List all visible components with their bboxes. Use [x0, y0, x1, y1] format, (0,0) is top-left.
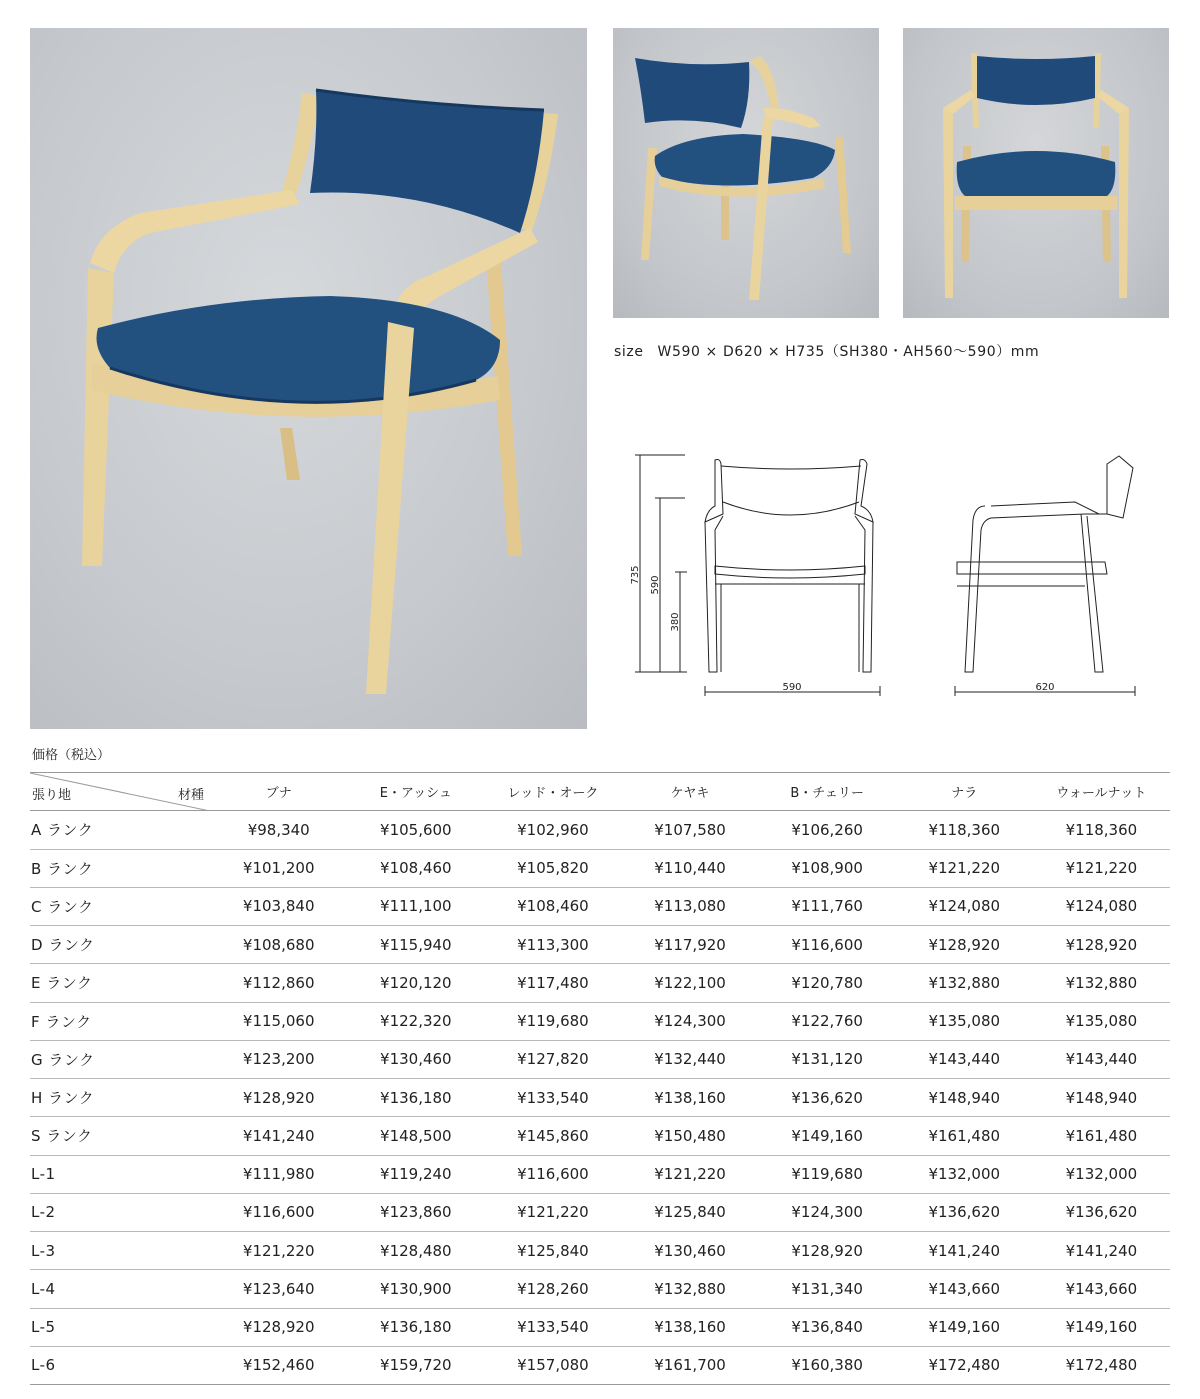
table-row: [30, 1270, 1170, 1308]
price-cell: ¥122,100: [621, 964, 758, 1002]
price-cell: ¥119,240: [347, 1155, 484, 1193]
price-cell: ¥127,820: [484, 1040, 621, 1078]
price-cell: ¥120,120: [347, 964, 484, 1002]
table-row: [30, 964, 1170, 1002]
table-row: [30, 849, 1170, 887]
price-cell: ¥136,620: [759, 1079, 896, 1117]
price-cell: ¥120,780: [759, 964, 896, 1002]
table-row: [30, 1117, 1170, 1155]
chair-photo-front: [903, 28, 1169, 318]
table-row: [30, 1002, 1170, 1040]
rank-label: G ランク: [30, 1040, 210, 1078]
price-cell: ¥111,100: [347, 887, 484, 925]
rank-label: H ランク: [30, 1079, 210, 1117]
price-cell: ¥141,240: [1033, 1232, 1170, 1270]
table-row: [30, 1155, 1170, 1193]
table-row: [30, 1346, 1170, 1384]
price-cell: ¥136,180: [347, 1079, 484, 1117]
side-dimension-drawing: [935, 450, 1155, 700]
price-cell: ¥130,460: [347, 1040, 484, 1078]
price-cell: ¥150,480: [621, 1117, 758, 1155]
price-cell: ¥105,600: [347, 811, 484, 849]
price-cell: ¥124,300: [621, 1002, 758, 1040]
price-cell: ¥115,060: [210, 1002, 347, 1040]
price-cell: ¥116,600: [210, 1193, 347, 1231]
table-row: [30, 887, 1170, 925]
price-cell: ¥132,000: [1033, 1155, 1170, 1193]
dim-depth: 620: [1035, 682, 1055, 693]
price-cell: ¥136,620: [896, 1193, 1033, 1231]
price-cell: ¥143,440: [896, 1040, 1033, 1078]
price-cell: ¥113,300: [484, 926, 621, 964]
price-cell: ¥119,680: [759, 1155, 896, 1193]
rank-label: L-1: [30, 1155, 210, 1193]
dim-height-seat: 380: [670, 612, 681, 632]
rank-label: L-3: [30, 1232, 210, 1270]
price-cell: ¥133,540: [484, 1308, 621, 1346]
price-cell: ¥141,240: [896, 1232, 1033, 1270]
rank-label: C ランク: [30, 887, 210, 925]
price-cell: ¥111,980: [210, 1155, 347, 1193]
price-cell: ¥136,840: [759, 1308, 896, 1346]
chair-main-illustration: [30, 28, 587, 729]
price-cell: ¥112,860: [210, 964, 347, 1002]
price-cell: ¥117,480: [484, 964, 621, 1002]
price-cell: ¥102,960: [484, 811, 621, 849]
price-cell: ¥138,160: [621, 1079, 758, 1117]
wood-header: ケヤキ: [621, 773, 758, 811]
price-cell: ¥121,220: [1033, 849, 1170, 887]
price-cell: ¥148,940: [1033, 1079, 1170, 1117]
price-cell: ¥107,580: [621, 811, 758, 849]
price-cell: ¥118,360: [1033, 811, 1170, 849]
price-cell: ¥132,440: [621, 1040, 758, 1078]
price-cell: ¥157,080: [484, 1346, 621, 1384]
dim-width: 590: [782, 682, 802, 693]
price-cell: ¥130,460: [621, 1232, 758, 1270]
price-cell: ¥135,080: [896, 1002, 1033, 1040]
price-cell: ¥113,080: [621, 887, 758, 925]
dim-height-total: 735: [630, 565, 641, 585]
price-cell: ¥103,840: [210, 887, 347, 925]
price-cell: ¥128,920: [896, 926, 1033, 964]
price-cell: ¥141,240: [210, 1117, 347, 1155]
price-cell: ¥135,080: [1033, 1002, 1170, 1040]
wood-header: ブナ: [210, 773, 347, 811]
price-cell: ¥132,000: [896, 1155, 1033, 1193]
price-cell: ¥131,120: [759, 1040, 896, 1078]
price-cell: ¥149,160: [896, 1308, 1033, 1346]
price-cell: ¥121,220: [621, 1155, 758, 1193]
price-cell: ¥132,880: [1033, 964, 1170, 1002]
price-cell: ¥116,600: [759, 926, 896, 964]
size-value: W590 × D620 × H735（SH380・AH560〜590）mm: [657, 344, 1040, 360]
price-cell: ¥124,080: [896, 887, 1033, 925]
price-cell: ¥160,380: [759, 1346, 896, 1384]
price-cell: ¥159,720: [347, 1346, 484, 1384]
rank-label: L-6: [30, 1346, 210, 1384]
price-cell: ¥106,260: [759, 811, 896, 849]
price-cell: ¥128,480: [347, 1232, 484, 1270]
price-cell: ¥131,340: [759, 1270, 896, 1308]
price-header-row: [30, 773, 1170, 811]
rank-label: L-4: [30, 1270, 210, 1308]
corner-cell: [30, 773, 210, 811]
price-cell: ¥108,460: [347, 849, 484, 887]
price-cell: ¥128,920: [1033, 926, 1170, 964]
price-cell: ¥124,300: [759, 1193, 896, 1231]
table-row: [30, 1308, 1170, 1346]
rank-label: F ランク: [30, 1002, 210, 1040]
rank-label: A ランク: [30, 811, 210, 849]
price-cell: ¥133,540: [484, 1079, 621, 1117]
price-cell: ¥128,920: [210, 1308, 347, 1346]
rank-label: E ランク: [30, 964, 210, 1002]
price-cell: ¥108,460: [484, 887, 621, 925]
corner-fabric-label: 張り地: [32, 788, 72, 803]
price-cell: ¥128,920: [210, 1079, 347, 1117]
price-cell: ¥149,160: [1033, 1308, 1170, 1346]
price-cell: ¥136,180: [347, 1308, 484, 1346]
wood-header: ウォールナット: [1033, 773, 1170, 811]
chair-photo-angle: [613, 28, 879, 318]
price-cell: ¥124,080: [1033, 887, 1170, 925]
rank-label: L-5: [30, 1308, 210, 1346]
price-cell: ¥101,200: [210, 849, 347, 887]
price-cell: ¥143,660: [896, 1270, 1033, 1308]
price-cell: ¥110,440: [621, 849, 758, 887]
price-cell: ¥123,860: [347, 1193, 484, 1231]
price-cell: ¥161,480: [1033, 1117, 1170, 1155]
price-cell: ¥123,640: [210, 1270, 347, 1308]
front-dimension-drawing: [625, 450, 895, 700]
table-row: [30, 1232, 1170, 1270]
price-cell: ¥108,900: [759, 849, 896, 887]
rank-label: S ランク: [30, 1117, 210, 1155]
price-cell: ¥152,460: [210, 1346, 347, 1384]
price-cell: ¥111,760: [759, 887, 896, 925]
price-cell: ¥123,200: [210, 1040, 347, 1078]
price-cell: ¥172,480: [1033, 1346, 1170, 1384]
price-cell: ¥117,920: [621, 926, 758, 964]
price-cell: ¥98,340: [210, 811, 347, 849]
price-cell: ¥148,940: [896, 1079, 1033, 1117]
price-cell: ¥148,500: [347, 1117, 484, 1155]
price-cell: ¥143,660: [1033, 1270, 1170, 1308]
rank-label: L-2: [30, 1193, 210, 1231]
table-row: [30, 1193, 1170, 1231]
price-cell: ¥108,680: [210, 926, 347, 964]
chair-photo-main: [30, 28, 587, 729]
price-cell: ¥122,320: [347, 1002, 484, 1040]
price-cell: ¥132,880: [621, 1270, 758, 1308]
price-cell: ¥136,620: [1033, 1193, 1170, 1231]
price-cell: ¥121,220: [484, 1193, 621, 1231]
price-cell: ¥143,440: [1033, 1040, 1170, 1078]
wood-header: E・アッシュ: [347, 773, 484, 811]
price-cell: ¥116,600: [484, 1155, 621, 1193]
size-label: size: [614, 344, 644, 360]
chair-angle-illustration: [613, 28, 879, 318]
price-cell: ¥118,360: [896, 811, 1033, 849]
rank-label: D ランク: [30, 926, 210, 964]
dim-height-arm: 590: [650, 575, 661, 595]
wood-header: B・チェリー: [759, 773, 896, 811]
rank-label: B ランク: [30, 849, 210, 887]
price-cell: ¥125,840: [621, 1193, 758, 1231]
price-cell: ¥130,900: [347, 1270, 484, 1308]
price-cell: ¥145,860: [484, 1117, 621, 1155]
size-spec: [614, 341, 1039, 361]
chair-front-illustration: [903, 28, 1169, 318]
wood-header: ナラ: [896, 773, 1033, 811]
price-cell: ¥121,220: [896, 849, 1033, 887]
price-cell: ¥172,480: [896, 1346, 1033, 1384]
price-heading: 価格（税込）: [32, 748, 111, 763]
table-row: [30, 926, 1170, 964]
price-cell: ¥121,220: [210, 1232, 347, 1270]
price-cell: ¥105,820: [484, 849, 621, 887]
price-cell: ¥149,160: [759, 1117, 896, 1155]
price-cell: ¥128,260: [484, 1270, 621, 1308]
table-row: [30, 1079, 1170, 1117]
price-body: [30, 811, 1170, 1385]
price-cell: ¥125,840: [484, 1232, 621, 1270]
price-cell: ¥161,700: [621, 1346, 758, 1384]
price-cell: ¥138,160: [621, 1308, 758, 1346]
price-cell: ¥132,880: [896, 964, 1033, 1002]
corner-wood-label: 材種: [178, 788, 205, 803]
price-cell: ¥115,940: [347, 926, 484, 964]
price-cell: ¥119,680: [484, 1002, 621, 1040]
price-table: [30, 772, 1170, 1385]
table-row: [30, 811, 1170, 849]
price-cell: ¥161,480: [896, 1117, 1033, 1155]
price-cell: ¥128,920: [759, 1232, 896, 1270]
price-cell: ¥122,760: [759, 1002, 896, 1040]
wood-header: レッド・オーク: [484, 773, 621, 811]
table-row: [30, 1040, 1170, 1078]
